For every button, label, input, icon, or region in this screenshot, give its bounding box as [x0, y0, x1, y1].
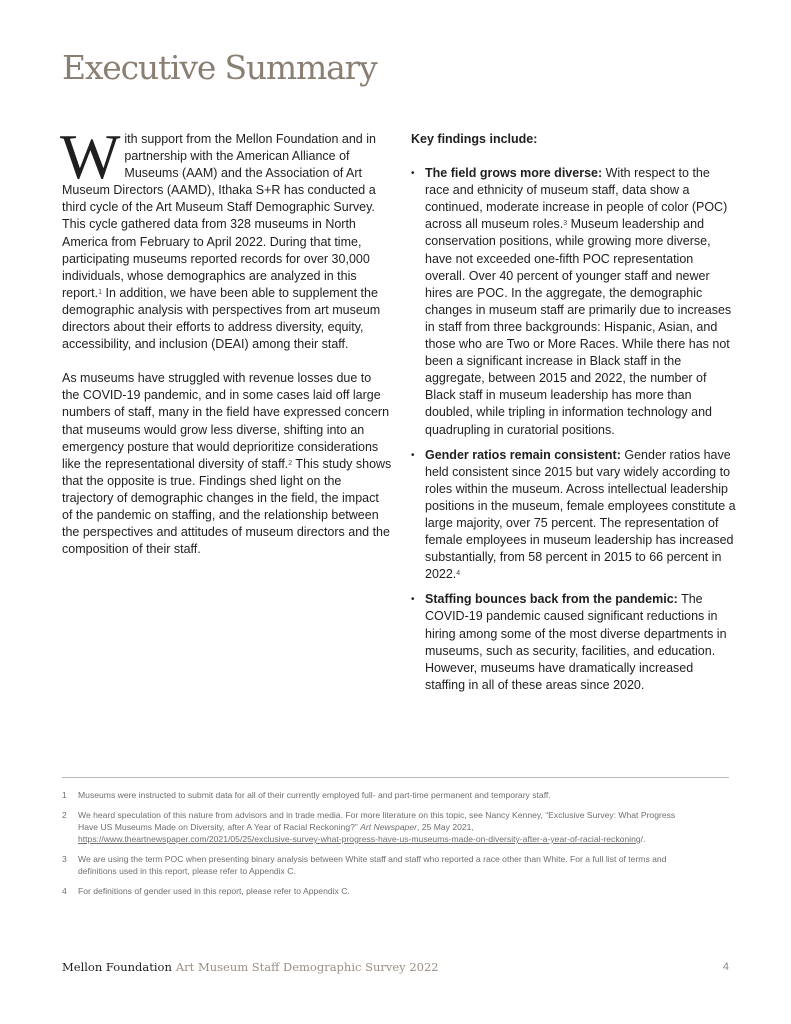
- publication-name: Art Newspaper: [360, 822, 417, 832]
- article-link[interactable]: https://www.theartnewspaper.com/2021/05/25/exclusive-survey-what-progress-have-us-museums-made-on-diversity-after-a-year-of-racial-reckoning: [78, 834, 641, 844]
- footnote-text: For definitions of gender used in this report, please refer to Appendix C.: [78, 886, 350, 896]
- page-footer: [62, 960, 439, 974]
- finding-text-a: The COVID-19 pandemic caused significant reductions in hiring among some of the most diverse departments in museums, such as security, facilities, and education. However, museums have dramatically increased staffing in all of these areas since 2020.: [425, 592, 727, 692]
- second-paragraph: [62, 370, 392, 558]
- footnote-ref-3[interactable]: 3: [563, 220, 568, 228]
- bullet-icon: •: [411, 449, 415, 461]
- footnote-number: 1: [62, 790, 67, 800]
- key-findings-list: [411, 165, 736, 694]
- report-title: Art Museum Staff Demographic Survey 2022: [175, 960, 439, 974]
- footnote-number: 4: [62, 886, 67, 896]
- para2-text-a: As museums have struggled with revenue losses due to the COVID-19 pandemic, and in some cases laid off large numbers of staff, many in the field have expressed concern that museums would grow less diverse, shifting into an emergency posture that would deprioritize considerations like the representational diversity of staff.: [62, 371, 390, 471]
- footnote-text: Museums were instructed to submit data for all of their currently employed full- and part-time permanent and temporary staff.: [78, 790, 551, 800]
- footnote-2: [62, 809, 682, 845]
- footnote-text-c: /.: [640, 834, 646, 844]
- footnote-ref-1[interactable]: 1: [98, 288, 103, 296]
- intro-paragraph: [60, 121, 392, 353]
- footnote-text: We are using the term POC when presenting binary analysis between White staff and staff who reported a race other than White. For a full list of terms and definitions used in this report, please refer to Appendix C.: [78, 854, 667, 876]
- footnote-number: 2: [62, 810, 67, 820]
- para2-text-b: This study shows that the opposite is true. Findings shed light on the trajectory of demographic changes in the field, the impact of the pandemic on staffing, and the relationship between the perspectives and attitudes of museum directors and the composition of their staff.: [62, 456, 392, 557]
- finding-text-a: Gender ratios have held consistent since 2015 but vary widely according to roles within the museum. Across intellectual leadership positions in the museum, female employees constitute a large majority, over 75 percent. The representation of female employees in museum leadership has increased substantially, from 58 percent in 2015 to 66 percent in 2022.: [425, 447, 736, 582]
- key-findings-heading: Key findings include:: [411, 132, 538, 146]
- right-column: [411, 131, 736, 702]
- footnote-text-b: , 25 May 2021,: [416, 822, 474, 832]
- footnote-number: 3: [62, 854, 67, 864]
- intro-text-b: In addition, we have been able to supplement the demographic analysis with perspectives from art museum directors about their efforts to address diversity, equity, accessibility, and inclusion (DEAI) among their staff.: [62, 285, 381, 352]
- finding-text-b: Museum leadership and conservation positions, while growing more diverse, have not exceeded one-fifth POC representation overall. Over 40 percent of younger staff and newer hires are POC. In the aggregate, the demographic changes in museum staff are primarily due to increases in staff from three backgrounds: Hispanic, Asian, and those who are Two or More Races. While there has not been a significant increase in Black staff in the aggregate, between 2015 and 2022, the number of Black staff in museum leadership has more than doubled, while tripling in information technology and quadrupling in curatorial positions.: [425, 217, 732, 437]
- page-number: 4: [722, 961, 729, 973]
- intro-text-a: ith support from the Mellon Foundation and in partnership with the American Alliance of Museums (AAM) and the Association of Art Museum Directors (AAMD), Ithaka S+R has conducted a third cycle of the Art Museum Staff Demographic Survey. This cycle gathered data from 328 museums in North America from February to April 2022. During that time, participating museums reported records for over 30,000 individuals, whose demographics are analyzed in this report.: [62, 132, 376, 300]
- bullet-icon: •: [411, 594, 415, 606]
- finding-gender: [411, 447, 736, 584]
- left-column: [60, 121, 392, 558]
- page-title: Executive Summary: [62, 48, 377, 87]
- footnote-ref-4[interactable]: 4: [456, 570, 461, 578]
- finding-lead: Staffing bounces back from the pandemic:: [425, 592, 678, 607]
- footnote-text-a: We heard speculation of this nature from advisors and in trade media. For more literature on this topic, see Nancy Kenney, “Exclusive Survey: What Progress Have US Museums Made on Diversity, after A Year of Racial Reckoning?”: [78, 810, 676, 832]
- footnote-ref-2[interactable]: 2: [288, 459, 293, 467]
- footnote-divider: [62, 777, 729, 778]
- drop-cap: W: [60, 121, 121, 192]
- organization-name: Mellon Foundation: [62, 960, 172, 974]
- finding-lead: The field grows more diverse:: [425, 166, 603, 181]
- finding-lead: Gender ratios remain consistent:: [425, 447, 621, 462]
- footnote-3: [62, 853, 682, 877]
- bullet-icon: •: [411, 168, 415, 180]
- footnote-1: [62, 789, 682, 801]
- finding-staffing: [411, 591, 736, 694]
- finding-text-a: With respect to the race and ethnicity of museum staff, data show a continued, moderate increase in people of color (POC) across all museum roles.: [425, 166, 728, 232]
- footnotes: [62, 789, 682, 905]
- footnote-4: [62, 885, 682, 897]
- finding-diversity: [411, 165, 736, 439]
